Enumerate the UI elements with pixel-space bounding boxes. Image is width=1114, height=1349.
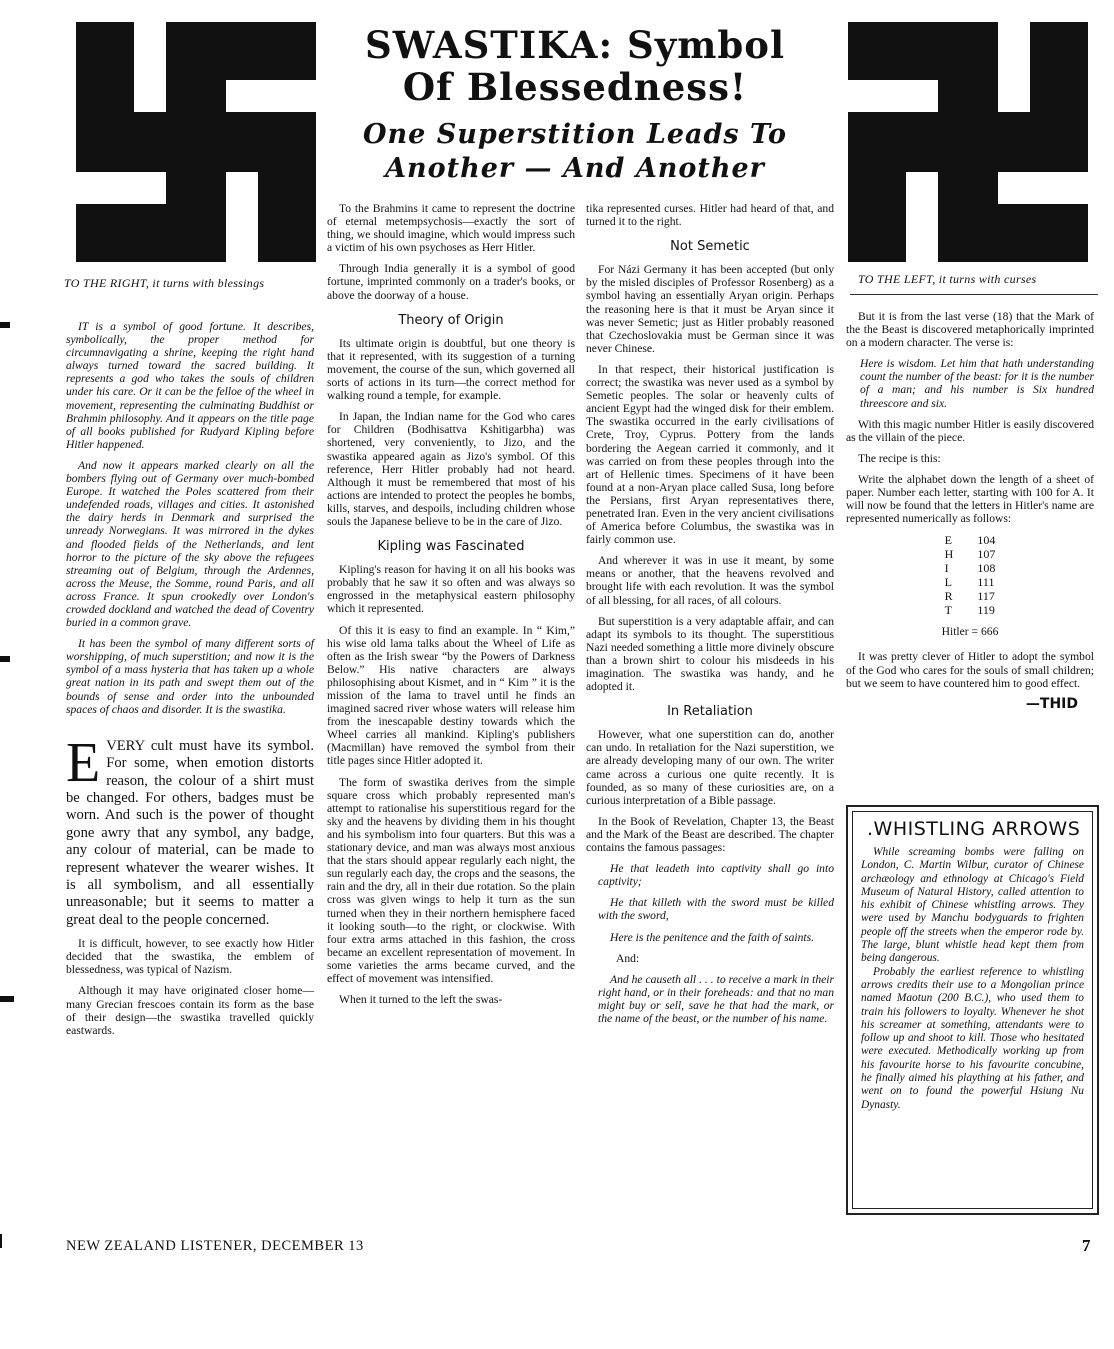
body-paragraph: The form of swastika derives from the simple square cross which probably represented man's attempt to rationalise his superstitious regard for the sky and the heavens by dividing them in his thought and his symbolism into four quarters. But this was a stationary device, and man was always most anxious that the stars should appear regularly each night, the sun regularly each day, the crops and the seasons, the rain and the dry, all in their due rotation. So the plain cross was given wings to help it turn as the sun turned when they in their northern hemisphere faced it looking south—to the right, or clockwise. With four extra arms attached in this fashion, the cross became an excellent representation of movement. In some varieties the arms became curved, and the effect of movement was intensified.: [327, 775, 575, 985]
box-paragraph: While screaming bombs were falling on London, C. Martin Wilbur, curator of Chinese archæology and ethnology at Chicago's Field Museum of Natural History, called attention to his exhibit of Chinese whistling arrows. They were used by Manchu bodyguards to frighten people off the streets when the emperor rode by. The large, blunt whistle head kept them from being dangerous.: [861, 846, 1084, 965]
letter-row: [933, 561, 1008, 575]
body-paragraph: With this magic number Hitler is easily discovered as the villain of the piece.: [846, 417, 1094, 444]
letter-row: [933, 533, 1008, 547]
body-paragraph: However, what one superstition can do, another can undo. In retaliation for the Nazi superstition, we are already developing many of our own. The writer came across a curious one quite recently. It is founded, as so many of these curiosities are, on a curious interpretation of a Bible passage.: [586, 728, 834, 807]
letter-cell: I: [944, 561, 949, 576]
column-3: [586, 202, 834, 1033]
swastika-right-symbol: [76, 22, 316, 262]
body-paragraph: Kipling's reason for having it on all his books was probably that he saw it so often and was always so engrossed in the metaphysical eastern philosophy which it represented.: [327, 563, 575, 616]
bible-verse: And he causeth all . . . to receive a mark in their right hand, or in their foreheads: and that no man might buy or sell, save he that had the mark, or the name of the beast, or the number of his name.: [598, 972, 834, 1025]
body-paragraph: In the Book of Revelation, Chapter 13, the Beast and the Mark of the Beast are described. The chapter contains the famous passages:: [586, 814, 834, 855]
caption-right: TO THE LEFT, it turns with curses: [858, 272, 1037, 286]
subheading-in-retaliation: In Retaliation: [667, 704, 753, 720]
intro-paragraph-1: IT is a symbol of good fortune. It describes, symbolically, the proper method for circumnavigating a shrine, keeping the right hand always turned toward the sacred building. It represents a god who takes the souls of children under his care. Or it can be the felloe of the wheel in movement, representing the culminating Buddhist or Brahmin philosophy. And it appears on the title page of all books published for Rudyard Kipling before Hitler happened.: [66, 320, 314, 451]
column-1: [66, 320, 314, 1045]
body-paragraph: To the Brahmins it came to represent the doctrine of eternal metempsychosis—exactly the sort of thing, we should imagine, which would impress such a victim of his own psychoses as Herr Hitler.: [327, 202, 575, 255]
body-paragraph: But it is from the last verse (18) that the Mark of the the Beast is discovered metaphorically imprinted on a modern character. The verse is:: [846, 310, 1094, 350]
body-paragraph: Its ultimate origin is doubtful, but one theory is that it represented, with its suggestion of a turning movement, the course of the sun, which governed all sorts of actions in its turn—the correct method for walking round a temple, for example.: [327, 336, 575, 403]
margin-mark: [0, 656, 10, 662]
publication-footer: NEW ZEALAND LISTENER, DECEMBER 13: [66, 1238, 364, 1254]
value-cell: 108: [977, 561, 996, 576]
signature: —THID: [1025, 695, 1078, 712]
body-paragraph: The recipe is this:: [858, 451, 941, 465]
letter-number-table: [933, 533, 1008, 617]
bible-verse: He that killeth with the sword must be killed with the sword,: [598, 896, 834, 923]
body-paragraph: tika represented curses. Hitler had heard of that, and turned it to the right.: [586, 202, 834, 229]
body-paragraph: When it turned to the left the swas-: [339, 993, 503, 1007]
value-cell: 119: [977, 603, 995, 618]
value-cell: 104: [977, 533, 996, 548]
letter-cell: E: [944, 533, 952, 548]
whistling-arrows-box: [846, 805, 1099, 1215]
letter-row: [933, 575, 1008, 589]
letter-cell: H: [944, 547, 954, 562]
intro-paragraph-3: It has been the symbol of many different sorts of worshipping, of much superstition; and now it is the symbol of a mass hysteria that has taken up a whole great nation in its path and swept them out of the bounds of sense and order into the unbounded spaces of chaos and disorder. It is the swastika.: [66, 637, 314, 716]
subheading-theory-of-origin: Theory of Origin: [398, 312, 504, 328]
letter-cell: R: [944, 589, 953, 604]
body-paragraph: Write the alphabet down the length of a sheet of paper. Number each letter, starting with 100 for A. It will now be found that the letters in Hitler's name are represented numerically as follows:: [846, 472, 1094, 526]
body-paragraph: It was pretty clever of Hitler to adopt the symbol of the God who cares for the souls of small children; but we seem to have countered him to good effect.: [846, 650, 1094, 690]
box-title: .WHISTLING ARROWS: [867, 818, 1081, 840]
value-cell: 117: [977, 589, 995, 604]
body-paragraph: But superstition is a very adaptable affair, and can adapt its symbols to its thought. The superstitious Nazi needed something a little more divinely obscure than a brown shirt to colour his misdeeds in his imagination. The swastika was handy, and he adopted it.: [586, 614, 834, 694]
letter-cell: L: [944, 575, 952, 590]
value-cell: 107: [977, 547, 996, 562]
body-paragraph: Of this it is easy to find an example. In “ Kim,” his wise old lama talks about the Wheel of Life as often as the Irish swear “by the Powers of Darkness Below.” His native characters are always philosophising about Kismet, and in “ Kim ” it is the mission of the lama to travel until he finds an imagined sacred river whose waters will release him from the inescapable destiny towards which the Wheel carries all mankind. Kipling's publishers (Macmillan) have removed the symbol from their title pages since Hitler adopted it.: [327, 623, 575, 768]
lead-paragraph: EVERY cult must have its symbol. For some, when emotion distorts reason, the colour of a shirt must be changed. For others, badges must be worn. And such is the power of thought gone awry that any symbol, any badge, any colour of material, can be made to represent whatever the wearer wishes. It is all symbolism, and all essentially unreasonable; but it seems to matter a great deal to the people concerned.: [66, 731, 314, 928]
body-paragraph: In that respect, their historical justification is correct; the swastika was never used as a symbol by Semetic peoples. The solar or heavenly cults of ancient Egypt had the winged disk for their emblem. The swastika occurred in the early civilisations of Crete, Troy, Cyprus. Pottery from the lands bordering the Aegean carried it commonly, and it was carried on from these peoples through into the art of Hellenic times. Specimens of it have been found at a non-Aryan place called Susa, long before the Persians, first Aryan representatives there, penetrated Iran. Even in the very ancient civilisations of America before Columbus, the swastika was in fairly common use.: [586, 362, 834, 547]
intro-paragraph-2: And now it appears marked clearly on all the bombers flying out of Germany over much-bombed Europe. It watched the Poles scattered from their undefended roads, villages and cities. It astonished the dairy herds in Denmark and surprised the unready Norwegians. It was mirrored in the dykes and flooded fields of the Netherlands, and lent horror to the picture of the sky above the refugees streaming out of Belgium, through the Ardennes, across the Meuse, the Somme, round Paris, and all across France. It spun crookedly over London's crowded dockland and watched the dead of Coventry buried in a common grave.: [66, 458, 314, 630]
margin-mark: [0, 1234, 2, 1248]
drop-cap: E: [66, 731, 101, 794]
body-paragraph: In Japan, the Indian name for the God who cares for Children (Bodhisattva Kshitigarbha) was shortened, very conveniently, to Jizo, and the swastika appeared again as Jizo's symbol. Of this reference, Herr Hitler probably had not heard. Although it must be remembered that most of his actions are intended to protect the peoples he bombs, kills, starves, and despoils, including children whose souls the Japanese believe to be in the care of Jizo.: [327, 410, 575, 528]
bible-verse: He that leadeth into captivity shall go into captivity;: [598, 862, 834, 889]
body-paragraph: And wherever it was in use it meant, by some means or another, that the heavens revolved and brought life with each revolution. It was the symbol of all blessing, for all races, of all colours.: [586, 554, 834, 607]
body-paragraph: Through India generally it is a symbol of good fortune, imprinted commonly on a trader's books, or above the doorway of a house.: [327, 262, 575, 302]
margin-mark: [0, 996, 14, 1002]
margin-mark: [0, 322, 10, 328]
and-label: And:: [616, 951, 640, 965]
letter-cell: T: [944, 603, 952, 618]
letter-row: [933, 603, 1008, 617]
subheadline: One Superstition Leads To Another — And Another: [363, 119, 787, 184]
box-paragraph: Probably the earliest reference to whistling arrows credits their use to a Mongolian prince named Maotun (200 B.C.), who used them to train his followers to loyalty. Whenever he shot his screamer at something, attendants were to follow up and shoot to kill. Those who hesitated were executed. Methodically working up from his favourite horse to his favourite concubine, he finally aimed his plaything at his father, and went on to found the powerful Hsiung Nu Dynasty.: [861, 965, 1084, 1111]
bible-verse: Here is wisdom. Let him that hath understanding count the number of the beast: for it is the number of a man; and his number is Six hundred threescore and six.: [860, 357, 1094, 410]
caption-left: TO THE RIGHT, it turns with blessings: [64, 276, 265, 290]
bible-verse: Here is the penitence and the faith of saints.: [610, 930, 815, 944]
body-paragraph: Although it may have originated closer home—many Grecian frescoes contain its form as the base of their design—the swastika travelled quickly eastwards.: [66, 984, 314, 1037]
subheading-not-semetic: Not Semetic: [670, 239, 750, 255]
headline: SWASTIKA: Symbol Of Blessedness!: [364, 23, 786, 109]
body-paragraph: For Názi Germany it has been accepted (but only by the misled disciples of Professor Rosenberg) as a symbol having an essentially Aryan origin. Perhaps the reasoning here is that it must be Aryan since it was never Semetic; just as Hitler probably reasoned that Czechoslovakia must be German since it was never Chinese.: [586, 263, 834, 355]
swastika-left-symbol: [848, 22, 1088, 262]
column-2: [327, 202, 575, 1014]
value-cell: 111: [977, 575, 995, 590]
letter-row: [933, 547, 1008, 561]
letter-row: [933, 589, 1008, 603]
column-4: [846, 310, 1094, 711]
body-paragraph: It is difficult, however, to see exactly how Hitler decided that the swastika, the emblem of blessedness, was typical of Nazism.: [66, 937, 314, 977]
page-number: 7: [1082, 1236, 1091, 1255]
divider-right: [850, 294, 1098, 295]
hitler-total: Hitler = 666: [941, 625, 999, 639]
subheading-kipling: Kipling was Fascinated: [377, 539, 525, 555]
